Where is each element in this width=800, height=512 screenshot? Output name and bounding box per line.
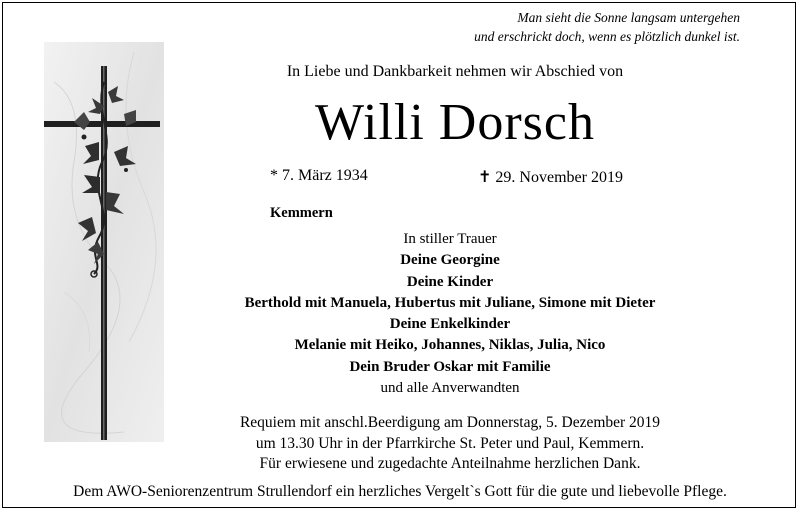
service-line-1: Requiem mit anschl.Beerdigung am Donnerstag, 5. Dezember 2019 xyxy=(239,414,661,431)
mourner-line: Berthold mit Manuela, Hubertus mit Juliane, Simone mit Dieter xyxy=(244,294,656,311)
service-line-2: um 13.30 Uhr in der Pfarrkirche St. Peter und Paul, Kemmern. xyxy=(255,434,645,452)
mourners-block xyxy=(180,229,720,399)
deceased-name: Willi Dorsch xyxy=(315,94,595,151)
place-name: Kemmern xyxy=(270,205,333,221)
mourner-line: Dein Bruder Oskar mit Familie xyxy=(349,358,551,375)
mourner-line: Deine Enkelkinder xyxy=(389,316,511,333)
cross-with-ivy-icon xyxy=(44,42,164,442)
mourner-line: Deine Kinder xyxy=(406,273,494,290)
motto xyxy=(474,8,740,46)
service-line-3: Für erwiesene und zugedachte Anteilnahme herzlichen Dank. xyxy=(259,455,641,472)
mourner-line: Melanie mit Heiko, Johannes, Niklas, Julia, Nico xyxy=(294,337,606,354)
service-info xyxy=(180,413,720,475)
mourners-closing: und alle Anverwandten xyxy=(380,380,520,397)
birth-date: * 7. März 1934 xyxy=(270,167,368,184)
mourner-line: Deine Georgine xyxy=(400,252,500,269)
cross-image xyxy=(44,42,164,442)
thanks-line: Dem AWO-Seniorenzentrum Strullendorf ein herzliches Vergelt`s Gott für die gute und liebevolle Pflege. xyxy=(73,483,727,500)
mourners-heading: In stiller Trauer xyxy=(403,231,497,247)
death-date: ✝ 29. November 2019 xyxy=(478,169,623,186)
motto-line-2: und erschrickt doch, wenn es plötzlich dunkel ist. xyxy=(474,29,740,44)
motto-line-1: Man sieht die Sonne langsam untergehen xyxy=(517,10,740,25)
intro-text: In Liebe und Dankbarkeit nehmen wir Abschied von xyxy=(286,63,624,80)
